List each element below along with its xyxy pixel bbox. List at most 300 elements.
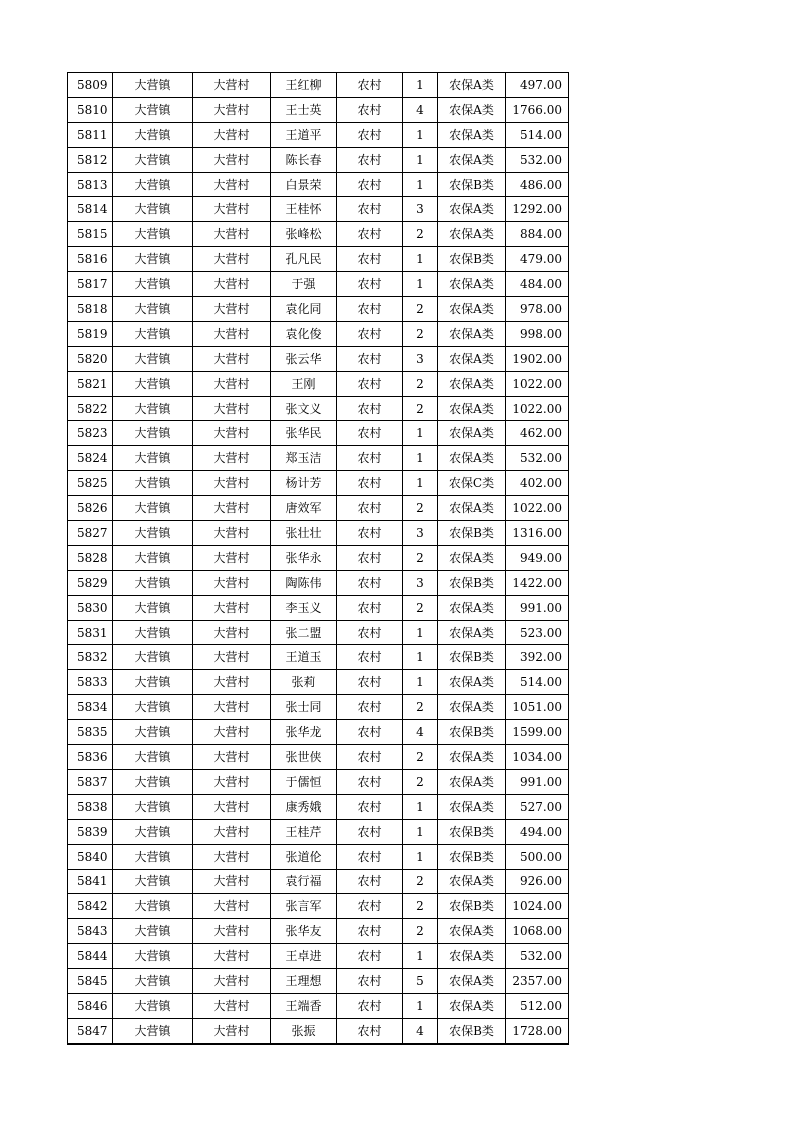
amount-cell: 523.00 — [506, 620, 569, 645]
data-table — [67, 72, 569, 1045]
amount-cell: 978.00 — [506, 297, 569, 322]
amount-cell: 532.00 — [506, 944, 569, 969]
amount-cell: 926.00 — [506, 869, 569, 894]
insurance-category-cell: 农保A类 — [438, 919, 506, 944]
village-cell: 大营村 — [193, 595, 271, 620]
household-count-cell: 5 — [403, 969, 438, 994]
record-id-cell: 5812 — [68, 147, 113, 172]
insurance-category-cell: 农保A类 — [438, 396, 506, 421]
person-name-cell: 杨计芳 — [271, 471, 337, 496]
area-type-cell: 农村 — [337, 993, 403, 1018]
insurance-category-cell: 农保A类 — [438, 197, 506, 222]
household-count-cell: 1 — [403, 670, 438, 695]
village-cell: 大营村 — [193, 272, 271, 297]
village-cell: 大营村 — [193, 720, 271, 745]
record-id-cell: 5820 — [68, 346, 113, 371]
amount-cell: 1068.00 — [506, 919, 569, 944]
village-cell: 大营村 — [193, 670, 271, 695]
table-row — [68, 769, 569, 794]
area-type-cell: 农村 — [337, 321, 403, 346]
record-id-cell: 5841 — [68, 869, 113, 894]
area-type-cell: 农村 — [337, 197, 403, 222]
amount-cell: 991.00 — [506, 769, 569, 794]
area-type-cell: 农村 — [337, 819, 403, 844]
household-count-cell: 2 — [403, 769, 438, 794]
amount-cell: 532.00 — [506, 446, 569, 471]
person-name-cell: 袁行福 — [271, 869, 337, 894]
village-cell: 大营村 — [193, 396, 271, 421]
insurance-category-cell: 农保B类 — [438, 172, 506, 197]
person-name-cell: 陈长春 — [271, 147, 337, 172]
table-row — [68, 272, 569, 297]
town-cell: 大营镇 — [113, 769, 193, 794]
person-name-cell: 张华民 — [271, 421, 337, 446]
table-row — [68, 670, 569, 695]
insurance-category-cell: 农保A类 — [438, 222, 506, 247]
village-cell: 大营村 — [193, 421, 271, 446]
amount-cell: 1022.00 — [506, 371, 569, 396]
area-type-cell: 农村 — [337, 919, 403, 944]
table-body — [68, 73, 569, 1044]
amount-cell: 479.00 — [506, 247, 569, 272]
table-row — [68, 297, 569, 322]
town-cell: 大营镇 — [113, 919, 193, 944]
town-cell: 大营镇 — [113, 894, 193, 919]
record-id-cell: 5847 — [68, 1018, 113, 1043]
insurance-category-cell: 农保A类 — [438, 769, 506, 794]
area-type-cell: 农村 — [337, 595, 403, 620]
record-id-cell: 5823 — [68, 421, 113, 446]
record-id-cell: 5825 — [68, 471, 113, 496]
town-cell: 大营镇 — [113, 73, 193, 98]
town-cell: 大营镇 — [113, 471, 193, 496]
village-cell: 大营村 — [193, 695, 271, 720]
household-count-cell: 2 — [403, 396, 438, 421]
area-type-cell: 农村 — [337, 421, 403, 446]
area-type-cell: 农村 — [337, 869, 403, 894]
household-count-cell: 1 — [403, 421, 438, 446]
person-name-cell: 张华永 — [271, 545, 337, 570]
record-id-cell: 5840 — [68, 844, 113, 869]
table-row — [68, 446, 569, 471]
amount-cell: 998.00 — [506, 321, 569, 346]
person-name-cell: 王桂芹 — [271, 819, 337, 844]
amount-cell: 2357.00 — [506, 969, 569, 994]
area-type-cell: 农村 — [337, 620, 403, 645]
insurance-category-cell: 农保B类 — [438, 894, 506, 919]
table-row — [68, 570, 569, 595]
record-id-cell: 5810 — [68, 97, 113, 122]
amount-cell: 949.00 — [506, 545, 569, 570]
household-count-cell: 2 — [403, 595, 438, 620]
amount-cell: 1728.00 — [506, 1018, 569, 1043]
area-type-cell: 农村 — [337, 73, 403, 98]
record-id-cell: 5835 — [68, 720, 113, 745]
record-id-cell: 5832 — [68, 645, 113, 670]
table-row — [68, 645, 569, 670]
table-row — [68, 247, 569, 272]
town-cell: 大营镇 — [113, 1018, 193, 1043]
village-cell: 大营村 — [193, 297, 271, 322]
insurance-category-cell: 农保A类 — [438, 122, 506, 147]
record-id-cell: 5836 — [68, 745, 113, 770]
insurance-category-cell: 农保A类 — [438, 993, 506, 1018]
insurance-category-cell: 农保A类 — [438, 745, 506, 770]
household-count-cell: 2 — [403, 496, 438, 521]
area-type-cell: 农村 — [337, 969, 403, 994]
amount-cell: 486.00 — [506, 172, 569, 197]
table-row — [68, 97, 569, 122]
person-name-cell: 李玉义 — [271, 595, 337, 620]
person-name-cell: 张二盟 — [271, 620, 337, 645]
area-type-cell: 农村 — [337, 521, 403, 546]
area-type-cell: 农村 — [337, 769, 403, 794]
amount-cell: 1034.00 — [506, 745, 569, 770]
village-cell: 大营村 — [193, 794, 271, 819]
insurance-category-cell: 农保A类 — [438, 321, 506, 346]
person-name-cell: 于强 — [271, 272, 337, 297]
village-cell: 大营村 — [193, 521, 271, 546]
area-type-cell: 农村 — [337, 894, 403, 919]
insurance-category-cell: 农保A类 — [438, 545, 506, 570]
household-count-cell: 1 — [403, 247, 438, 272]
insurance-category-cell: 农保A类 — [438, 496, 506, 521]
household-count-cell: 3 — [403, 521, 438, 546]
amount-cell: 500.00 — [506, 844, 569, 869]
record-id-cell: 5814 — [68, 197, 113, 222]
household-count-cell: 1 — [403, 272, 438, 297]
person-name-cell: 张世侠 — [271, 745, 337, 770]
household-count-cell: 1 — [403, 819, 438, 844]
table-row — [68, 521, 569, 546]
town-cell: 大营镇 — [113, 172, 193, 197]
person-name-cell: 张道伦 — [271, 844, 337, 869]
table-row — [68, 172, 569, 197]
person-name-cell: 郑玉洁 — [271, 446, 337, 471]
table-row — [68, 720, 569, 745]
insurance-category-cell: 农保C类 — [438, 471, 506, 496]
table-row — [68, 496, 569, 521]
amount-cell: 1022.00 — [506, 496, 569, 521]
amount-cell: 497.00 — [506, 73, 569, 98]
record-id-cell: 5818 — [68, 297, 113, 322]
record-id-cell: 5845 — [68, 969, 113, 994]
household-count-cell: 2 — [403, 919, 438, 944]
household-count-cell: 1 — [403, 172, 438, 197]
insurance-category-cell: 农保A类 — [438, 695, 506, 720]
insurance-category-cell: 农保A类 — [438, 297, 506, 322]
area-type-cell: 农村 — [337, 1018, 403, 1043]
table-row — [68, 73, 569, 98]
person-name-cell: 袁化同 — [271, 297, 337, 322]
town-cell: 大营镇 — [113, 819, 193, 844]
person-name-cell: 王卓进 — [271, 944, 337, 969]
household-count-cell: 2 — [403, 297, 438, 322]
record-id-cell: 5842 — [68, 894, 113, 919]
amount-cell: 392.00 — [506, 645, 569, 670]
amount-cell: 402.00 — [506, 471, 569, 496]
table-row — [68, 421, 569, 446]
household-count-cell: 1 — [403, 73, 438, 98]
town-cell: 大营镇 — [113, 794, 193, 819]
town-cell: 大营镇 — [113, 346, 193, 371]
village-cell: 大营村 — [193, 73, 271, 98]
area-type-cell: 农村 — [337, 670, 403, 695]
village-cell: 大营村 — [193, 222, 271, 247]
record-id-cell: 5827 — [68, 521, 113, 546]
town-cell: 大营镇 — [113, 969, 193, 994]
person-name-cell: 张峰松 — [271, 222, 337, 247]
record-id-cell: 5813 — [68, 172, 113, 197]
household-count-cell: 2 — [403, 869, 438, 894]
table-row — [68, 595, 569, 620]
town-cell: 大营镇 — [113, 670, 193, 695]
insurance-category-cell: 农保A类 — [438, 944, 506, 969]
record-id-cell: 5826 — [68, 496, 113, 521]
village-cell: 大营村 — [193, 844, 271, 869]
amount-cell: 1599.00 — [506, 720, 569, 745]
area-type-cell: 农村 — [337, 147, 403, 172]
village-cell: 大营村 — [193, 97, 271, 122]
town-cell: 大营镇 — [113, 97, 193, 122]
table-row — [68, 471, 569, 496]
village-cell: 大营村 — [193, 122, 271, 147]
household-count-cell: 3 — [403, 570, 438, 595]
village-cell: 大营村 — [193, 247, 271, 272]
area-type-cell: 农村 — [337, 844, 403, 869]
table-row — [68, 919, 569, 944]
record-id-cell: 5844 — [68, 944, 113, 969]
village-cell: 大营村 — [193, 620, 271, 645]
town-cell: 大营镇 — [113, 745, 193, 770]
table-row — [68, 396, 569, 421]
insurance-category-cell: 农保A类 — [438, 794, 506, 819]
record-id-cell: 5816 — [68, 247, 113, 272]
record-id-cell: 5837 — [68, 769, 113, 794]
town-cell: 大营镇 — [113, 993, 193, 1018]
household-count-cell: 1 — [403, 993, 438, 1018]
record-id-cell: 5838 — [68, 794, 113, 819]
area-type-cell: 农村 — [337, 446, 403, 471]
table-row — [68, 794, 569, 819]
town-cell: 大营镇 — [113, 222, 193, 247]
amount-cell: 512.00 — [506, 993, 569, 1018]
household-count-cell: 4 — [403, 97, 438, 122]
insurance-category-cell: 农保A类 — [438, 272, 506, 297]
village-cell: 大营村 — [193, 545, 271, 570]
table-row — [68, 869, 569, 894]
town-cell: 大营镇 — [113, 869, 193, 894]
village-cell: 大营村 — [193, 969, 271, 994]
amount-cell: 1316.00 — [506, 521, 569, 546]
area-type-cell: 农村 — [337, 371, 403, 396]
insurance-category-cell: 农保A类 — [438, 421, 506, 446]
record-id-cell: 5834 — [68, 695, 113, 720]
area-type-cell: 农村 — [337, 396, 403, 421]
town-cell: 大营镇 — [113, 122, 193, 147]
household-count-cell: 1 — [403, 620, 438, 645]
person-name-cell: 唐效军 — [271, 496, 337, 521]
amount-cell: 991.00 — [506, 595, 569, 620]
amount-cell: 1024.00 — [506, 894, 569, 919]
person-name-cell: 袁化俊 — [271, 321, 337, 346]
town-cell: 大营镇 — [113, 720, 193, 745]
village-cell: 大营村 — [193, 993, 271, 1018]
insurance-category-cell: 农保A类 — [438, 446, 506, 471]
table-row — [68, 371, 569, 396]
household-count-cell: 4 — [403, 720, 438, 745]
village-cell: 大营村 — [193, 944, 271, 969]
household-count-cell: 2 — [403, 894, 438, 919]
insurance-category-cell: 农保A类 — [438, 869, 506, 894]
area-type-cell: 农村 — [337, 222, 403, 247]
person-name-cell: 王理想 — [271, 969, 337, 994]
household-count-cell: 3 — [403, 346, 438, 371]
person-name-cell: 王士英 — [271, 97, 337, 122]
village-cell: 大营村 — [193, 346, 271, 371]
town-cell: 大营镇 — [113, 620, 193, 645]
table-row — [68, 1018, 569, 1043]
village-cell: 大营村 — [193, 321, 271, 346]
table-row — [68, 844, 569, 869]
record-id-cell: 5846 — [68, 993, 113, 1018]
area-type-cell: 农村 — [337, 122, 403, 147]
record-id-cell: 5809 — [68, 73, 113, 98]
town-cell: 大营镇 — [113, 396, 193, 421]
village-cell: 大营村 — [193, 769, 271, 794]
record-id-cell: 5824 — [68, 446, 113, 471]
insurance-category-cell: 农保A类 — [438, 346, 506, 371]
person-name-cell: 王刚 — [271, 371, 337, 396]
person-name-cell: 白景荣 — [271, 172, 337, 197]
amount-cell: 884.00 — [506, 222, 569, 247]
household-count-cell: 1 — [403, 794, 438, 819]
town-cell: 大营镇 — [113, 247, 193, 272]
town-cell: 大营镇 — [113, 695, 193, 720]
area-type-cell: 农村 — [337, 172, 403, 197]
insurance-category-cell: 农保B类 — [438, 1018, 506, 1043]
record-id-cell: 5839 — [68, 819, 113, 844]
person-name-cell: 张华友 — [271, 919, 337, 944]
household-count-cell: 1 — [403, 645, 438, 670]
household-count-cell: 1 — [403, 446, 438, 471]
town-cell: 大营镇 — [113, 496, 193, 521]
table-row — [68, 969, 569, 994]
insurance-category-cell: 农保B类 — [438, 570, 506, 595]
insurance-category-cell: 农保A类 — [438, 73, 506, 98]
household-count-cell: 2 — [403, 545, 438, 570]
record-id-cell: 5833 — [68, 670, 113, 695]
household-count-cell: 1 — [403, 471, 438, 496]
insurance-category-cell: 农保B类 — [438, 521, 506, 546]
table-row — [68, 222, 569, 247]
town-cell: 大营镇 — [113, 521, 193, 546]
town-cell: 大营镇 — [113, 321, 193, 346]
village-cell: 大营村 — [193, 1018, 271, 1043]
record-id-cell: 5815 — [68, 222, 113, 247]
record-id-cell: 5829 — [68, 570, 113, 595]
village-cell: 大营村 — [193, 446, 271, 471]
table-row — [68, 122, 569, 147]
table-row — [68, 819, 569, 844]
record-id-cell: 5828 — [68, 545, 113, 570]
record-id-cell: 5811 — [68, 122, 113, 147]
person-name-cell: 张文义 — [271, 396, 337, 421]
amount-cell: 1051.00 — [506, 695, 569, 720]
area-type-cell: 农村 — [337, 720, 403, 745]
record-id-cell: 5843 — [68, 919, 113, 944]
table-row — [68, 993, 569, 1018]
insurance-category-cell: 农保A类 — [438, 969, 506, 994]
amount-cell: 514.00 — [506, 122, 569, 147]
record-id-cell: 5822 — [68, 396, 113, 421]
area-type-cell: 农村 — [337, 745, 403, 770]
area-type-cell: 农村 — [337, 471, 403, 496]
household-count-cell: 2 — [403, 745, 438, 770]
household-count-cell: 2 — [403, 371, 438, 396]
household-count-cell: 3 — [403, 197, 438, 222]
area-type-cell: 农村 — [337, 297, 403, 322]
amount-cell: 494.00 — [506, 819, 569, 844]
town-cell: 大营镇 — [113, 197, 193, 222]
household-count-cell: 2 — [403, 222, 438, 247]
person-name-cell: 康秀娥 — [271, 794, 337, 819]
insurance-category-cell: 农保A类 — [438, 147, 506, 172]
village-cell: 大营村 — [193, 919, 271, 944]
record-id-cell: 5830 — [68, 595, 113, 620]
person-name-cell: 张言军 — [271, 894, 337, 919]
insurance-category-cell: 农保A类 — [438, 620, 506, 645]
area-type-cell: 农村 — [337, 645, 403, 670]
insurance-category-cell: 农保B类 — [438, 819, 506, 844]
insurance-category-cell: 农保B类 — [438, 247, 506, 272]
table-row — [68, 321, 569, 346]
person-name-cell: 王红柳 — [271, 73, 337, 98]
town-cell: 大营镇 — [113, 371, 193, 396]
town-cell: 大营镇 — [113, 147, 193, 172]
insurance-category-cell: 农保A类 — [438, 371, 506, 396]
amount-cell: 514.00 — [506, 670, 569, 695]
person-name-cell: 张壮壮 — [271, 521, 337, 546]
person-name-cell: 孔凡民 — [271, 247, 337, 272]
amount-cell: 1902.00 — [506, 346, 569, 371]
table-row — [68, 620, 569, 645]
amount-cell: 1022.00 — [506, 396, 569, 421]
town-cell: 大营镇 — [113, 297, 193, 322]
village-cell: 大营村 — [193, 645, 271, 670]
insurance-category-cell: 农保B类 — [438, 720, 506, 745]
village-cell: 大营村 — [193, 371, 271, 396]
village-cell: 大营村 — [193, 819, 271, 844]
household-count-cell: 1 — [403, 944, 438, 969]
insurance-category-cell: 农保B类 — [438, 645, 506, 670]
person-name-cell: 张士同 — [271, 695, 337, 720]
area-type-cell: 农村 — [337, 545, 403, 570]
person-name-cell: 张云华 — [271, 346, 337, 371]
village-cell: 大营村 — [193, 570, 271, 595]
person-name-cell: 王端香 — [271, 993, 337, 1018]
area-type-cell: 农村 — [337, 695, 403, 720]
table-row — [68, 695, 569, 720]
amount-cell: 532.00 — [506, 147, 569, 172]
person-name-cell: 王桂怀 — [271, 197, 337, 222]
town-cell: 大营镇 — [113, 446, 193, 471]
village-cell: 大营村 — [193, 745, 271, 770]
person-name-cell: 陶陈伟 — [271, 570, 337, 595]
town-cell: 大营镇 — [113, 944, 193, 969]
town-cell: 大营镇 — [113, 570, 193, 595]
village-cell: 大营村 — [193, 471, 271, 496]
